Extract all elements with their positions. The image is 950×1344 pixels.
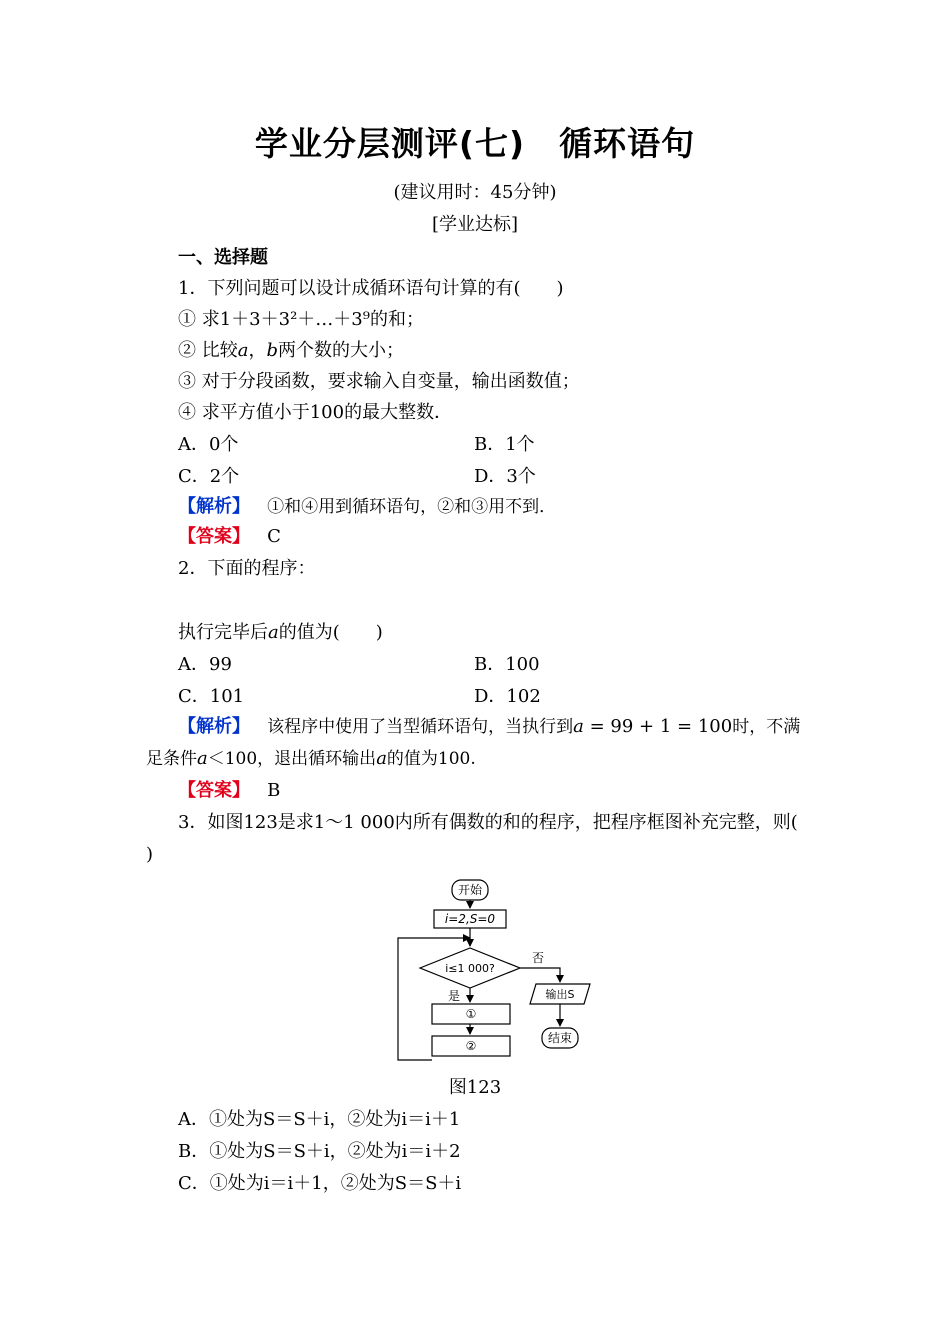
q2-answer-value: B (267, 780, 281, 801)
flow-no-line (520, 968, 560, 982)
var-a: a (197, 748, 208, 769)
q2-option-c: C．101 (178, 686, 245, 707)
q2-option-b: B．100 (474, 654, 540, 675)
part-heading: 一、选择题 (178, 247, 268, 268)
var-a: a (573, 716, 584, 737)
analysis-tag: 【解析】 (178, 496, 250, 517)
q1-option-d: D．3个 (474, 466, 536, 487)
q1-item-2-post: 两个数的大小； (278, 340, 404, 361)
q1-item-2 (178, 339, 404, 363)
q1-analysis (178, 495, 556, 519)
q2-after-post: 的值为( ) (278, 622, 383, 643)
time-note: (建议用时：45分钟) (393, 182, 557, 203)
q1-answer (178, 525, 281, 549)
flow-yes-label: 是 (447, 989, 461, 1003)
q2-analysis-l2-pre: 足条件 (146, 749, 197, 769)
flow-step1-label: ① (465, 1007, 477, 1021)
analysis-tag: 【解析】 (178, 716, 250, 737)
answer-tag: 【答案】 (178, 780, 250, 801)
flow-init-label: i=2,S=0 (444, 912, 496, 926)
q1-item-3: ③ 对于分段函数，要求输入自变量，输出函数值； (178, 371, 580, 392)
page-title: 学业分层测评(七) 循环语句 (254, 124, 696, 163)
q2-analysis-post: 时，不满 (732, 717, 801, 737)
q1-stem: 1．下列问题可以设计成循环语句计算的有( ) (178, 278, 564, 299)
flow-no-label: 否 (531, 951, 545, 965)
q2-analysis-l2-post: 的值为100. (386, 749, 476, 769)
q3-option-c-label: C． (178, 1173, 210, 1194)
flow-step2-label: ② (465, 1039, 477, 1053)
q2-analysis-equation: = 99 + 1 = 100 (583, 716, 733, 737)
q2-analysis-l2-mid: ＜100，退出循环输出 (207, 749, 377, 769)
q2-answer (178, 779, 280, 803)
flow-end-label: 结束 (547, 1031, 573, 1045)
q1-option-c: C．2个 (178, 466, 240, 487)
flow-cond-label: i≤1 000? (445, 962, 495, 975)
q1-item-4: ④ 求平方值小于100的最大整数． (178, 402, 453, 423)
q2-analysis-line-1 (178, 715, 800, 739)
q1-analysis-text: ①和④用到循环语句，②和③用不到． (267, 497, 557, 517)
q2-analysis-pre: 该程序中使用了当型循环语句，当执行到 (267, 717, 574, 737)
q3-option-b (178, 1140, 461, 1164)
q2-after (178, 621, 383, 645)
q1-item-2-sep: ， (248, 340, 267, 361)
flowchart (390, 876, 600, 1066)
section-label: [学业达标] (431, 214, 519, 235)
q3-option-a-label: A． (178, 1109, 209, 1130)
q1-option-b: B．1个 (474, 434, 535, 455)
q3-option-a-text: ①处为S＝S＋i，②处为i＝i＋1 (209, 1109, 461, 1130)
q3-option-c (178, 1172, 461, 1196)
q2-after-pre: 执行完毕后 (178, 622, 268, 643)
q2-analysis-line-2 (146, 747, 476, 771)
var-a: a (376, 748, 387, 769)
figure-caption: 图123 (448, 1077, 502, 1098)
var-a: a (237, 340, 249, 361)
q3-option-b-text: ①处为S＝S＋i，②处为i＝i＋2 (209, 1141, 461, 1162)
q2-stem: 2．下面的程序： (178, 558, 316, 579)
q1-item-1: ① 求1＋3＋3²＋…＋3⁹的和； (178, 309, 424, 330)
var-a: a (268, 622, 279, 643)
q1-answer-value: C (267, 526, 281, 547)
flow-output-label: 输出S (545, 988, 575, 1001)
q3-stem-line-1: 3．如图123是求1～1 000内所有偶数的和的程序，把程序框图补充完整，则( (178, 812, 798, 833)
q2-option-a: A．99 (178, 654, 232, 675)
q1-item-2-pre: ② 比较 (178, 340, 238, 361)
q3-option-a (178, 1108, 460, 1132)
q1-option-a: A．0个 (178, 434, 239, 455)
var-b: b (266, 340, 278, 361)
q3-stem-line-2: ) (146, 844, 154, 865)
q3-option-b-label: B． (178, 1141, 210, 1162)
q2-option-d: D．102 (474, 686, 541, 707)
q3-option-c-text: ①处为i＝i＋1，②处为S＝S＋i (209, 1173, 462, 1194)
flow-start-label: 开始 (457, 883, 483, 897)
answer-tag: 【答案】 (178, 526, 250, 547)
